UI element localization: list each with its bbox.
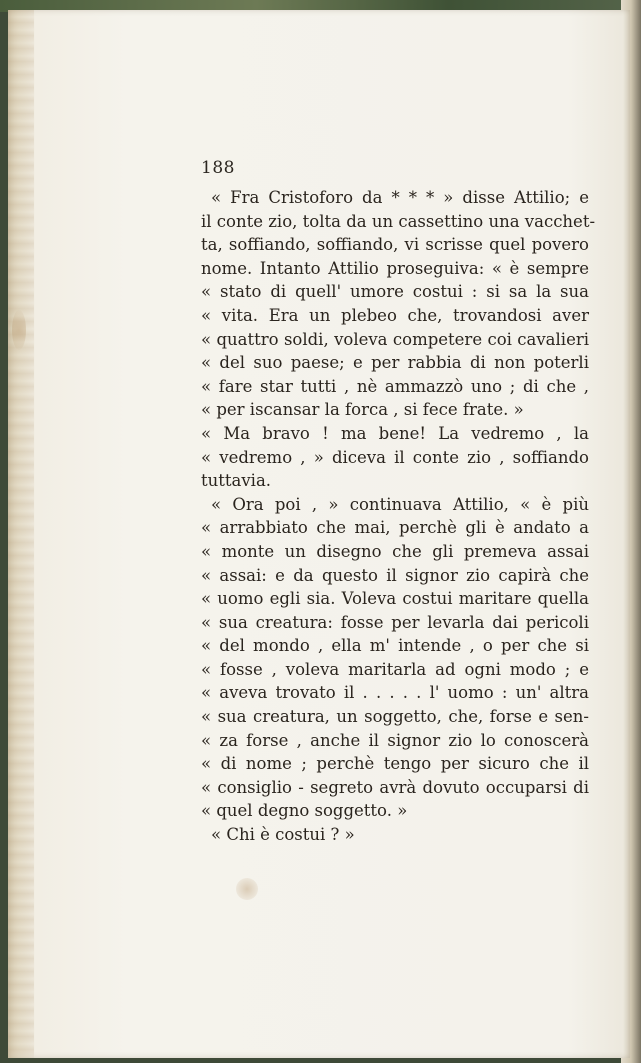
text-line: tuttavia. [201,471,272,491]
page-number: 188 [201,158,235,178]
book-page [8,10,630,1058]
body-text [201,186,596,847]
foxing-stain [12,310,26,350]
text-line: « Fra Cristoforo da * * * » disse Attilio; e [211,188,589,207]
text-line: « uomo egli sia. Voleva costui maritare quella [201,589,589,609]
text-line: « del suo paese; e per rabbia di non poterli [201,353,589,373]
text-line: nome. Intanto Attilio proseguiva: « è sempre [201,258,589,278]
text-line: « assai: e da questo il signor zio capirà che [201,565,589,585]
text-line: « fare star tutti , nè ammazzò uno ; di che , [201,376,589,396]
text-line: « di nome ; perchè tengo per sicuro che il [201,754,589,774]
text-line: « Chi è costui ? » [211,825,355,845]
text-line: « monte un disegno che gli premeva assai [201,541,589,561]
text-line: « del mondo , ella m' intende , o per che si [201,636,589,656]
text-line: ta, soffiando, soffiando, vi scrisse quel povero [201,235,589,255]
text-line: « quattro soldi, voleva competere coi cavalieri [201,329,589,349]
text-line: « sua creatura, un soggetto, che, forse e sen- [201,707,589,727]
text-line: « Ma bravo ! ma bene! La vedremo , la [201,423,589,443]
text-line: « za forse , anche il signor zio lo conoscerà [201,730,589,750]
text-line: « vita. Era un plebeo che, trovandosi aver [201,305,589,325]
foxing-stain [236,878,258,900]
text-line: « per iscansar la forca , si fece frate. » [201,400,524,420]
text-line: « fosse , voleva maritarla ad ogni modo ; e [201,659,589,679]
text-line: « sua creatura: fosse per levarla dai pericoli [201,612,589,632]
text-line: « aveva trovato il . . . . . l' uomo : un' altra [201,683,589,703]
text-line: « consiglio - segreto avrà dovuto occuparsi di [201,777,589,797]
text-line: « quel degno soggetto. » [201,801,408,821]
text-line: « Ora poi , » continuava Attilio, « è più [211,494,589,514]
page-gutter [8,10,34,1058]
text-line: il conte zio, tolta da un cassettino una vacchet- [201,211,596,231]
text-line: « arrabbiato che mai, perchè gli è andato a [201,518,589,538]
text-line: « stato di quell' umore costui : si sa la sua [201,282,589,302]
text-line: « vedremo , » diceva il conte zio , soffiando [201,447,589,467]
